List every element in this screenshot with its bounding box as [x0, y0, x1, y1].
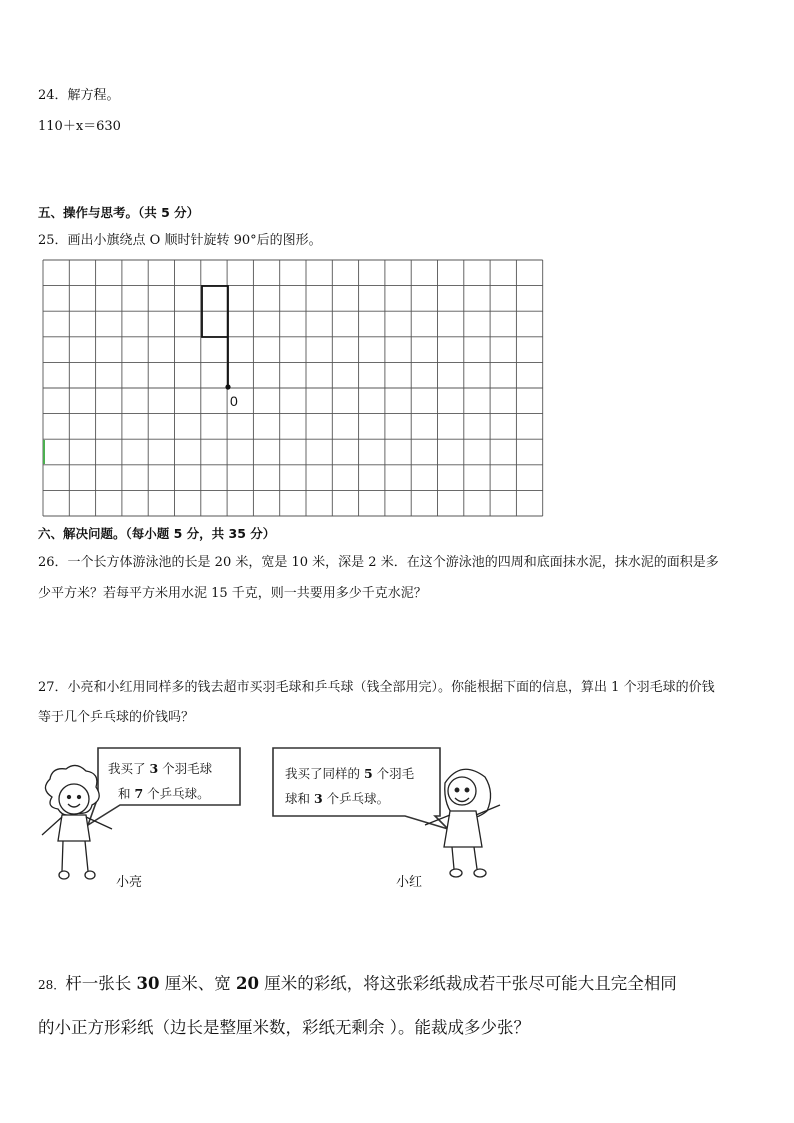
boy-name: 小亮 [116, 875, 143, 890]
q28-line1: 28．杆一张长 30 厘米、宽 20 厘米的彩纸，将这张彩纸裁成若干张尽可能大且完全相同 [38, 974, 677, 993]
q25-text: 25．画出小旗绕点 O 顺时针旋转 90°后的图形。 [38, 233, 322, 248]
rotation-grid [40, 256, 546, 518]
q27-line1: 27．小亮和小红用同样多的钱去超市买羽毛球和乒乓球（钱全部用完）。你能根据下面的信息，算出 1 个羽毛球的价钱 [38, 680, 715, 695]
boy-bubble-line1: 我买了 3 个羽毛球 [108, 761, 213, 776]
boy-bubble-line2: 和 7 个乒乓球。 [118, 786, 210, 801]
girl-bubble-line2: 球和 3 个乒乓球。 [285, 791, 390, 806]
section5-heading: 五、操作与思考。（共 5 分） [38, 205, 200, 220]
girl-bubble-line1: 我买了同样的 5 个羽毛 [285, 766, 415, 781]
girl-name: 小红 [396, 875, 423, 890]
q28-number: 28． [38, 978, 66, 992]
q28-line2: 的小正方形彩纸（边长是整厘米数，彩纸无剩余 ）。能裁成多少张？ [38, 1018, 530, 1037]
point-o-label: 0 [230, 393, 238, 409]
q24-title [38, 84, 120, 103]
q26-line1: 26．一个长方体游泳池的长是 20 米，宽是 10 米，深是 2 米．在这个游泳池的四周和底面抹水泥，抹水泥的面积是多 [38, 555, 719, 570]
rotation-point-o [225, 384, 230, 389]
flag-shape [202, 286, 228, 387]
q24-instruction: 解方程。 [67, 88, 120, 103]
section6-heading: 六、解决问题。（每小题 5 分，共 35 分） [38, 526, 276, 541]
girl-bubble-text [285, 761, 414, 811]
boy-bubble-text [108, 756, 212, 806]
grid-marker [43, 440, 45, 464]
q24-number: 24． [38, 88, 68, 103]
q27-illustration [30, 745, 530, 895]
grid-lines [43, 260, 543, 516]
q24-equation: 110＋x＝630 [38, 119, 121, 134]
q26-line2: 少平方米？若每平方米用水泥 15 千克，则一共要用多少千克水泥？ [38, 586, 427, 601]
q27-line2: 等于几个乒乓球的价钱吗？ [38, 710, 195, 725]
